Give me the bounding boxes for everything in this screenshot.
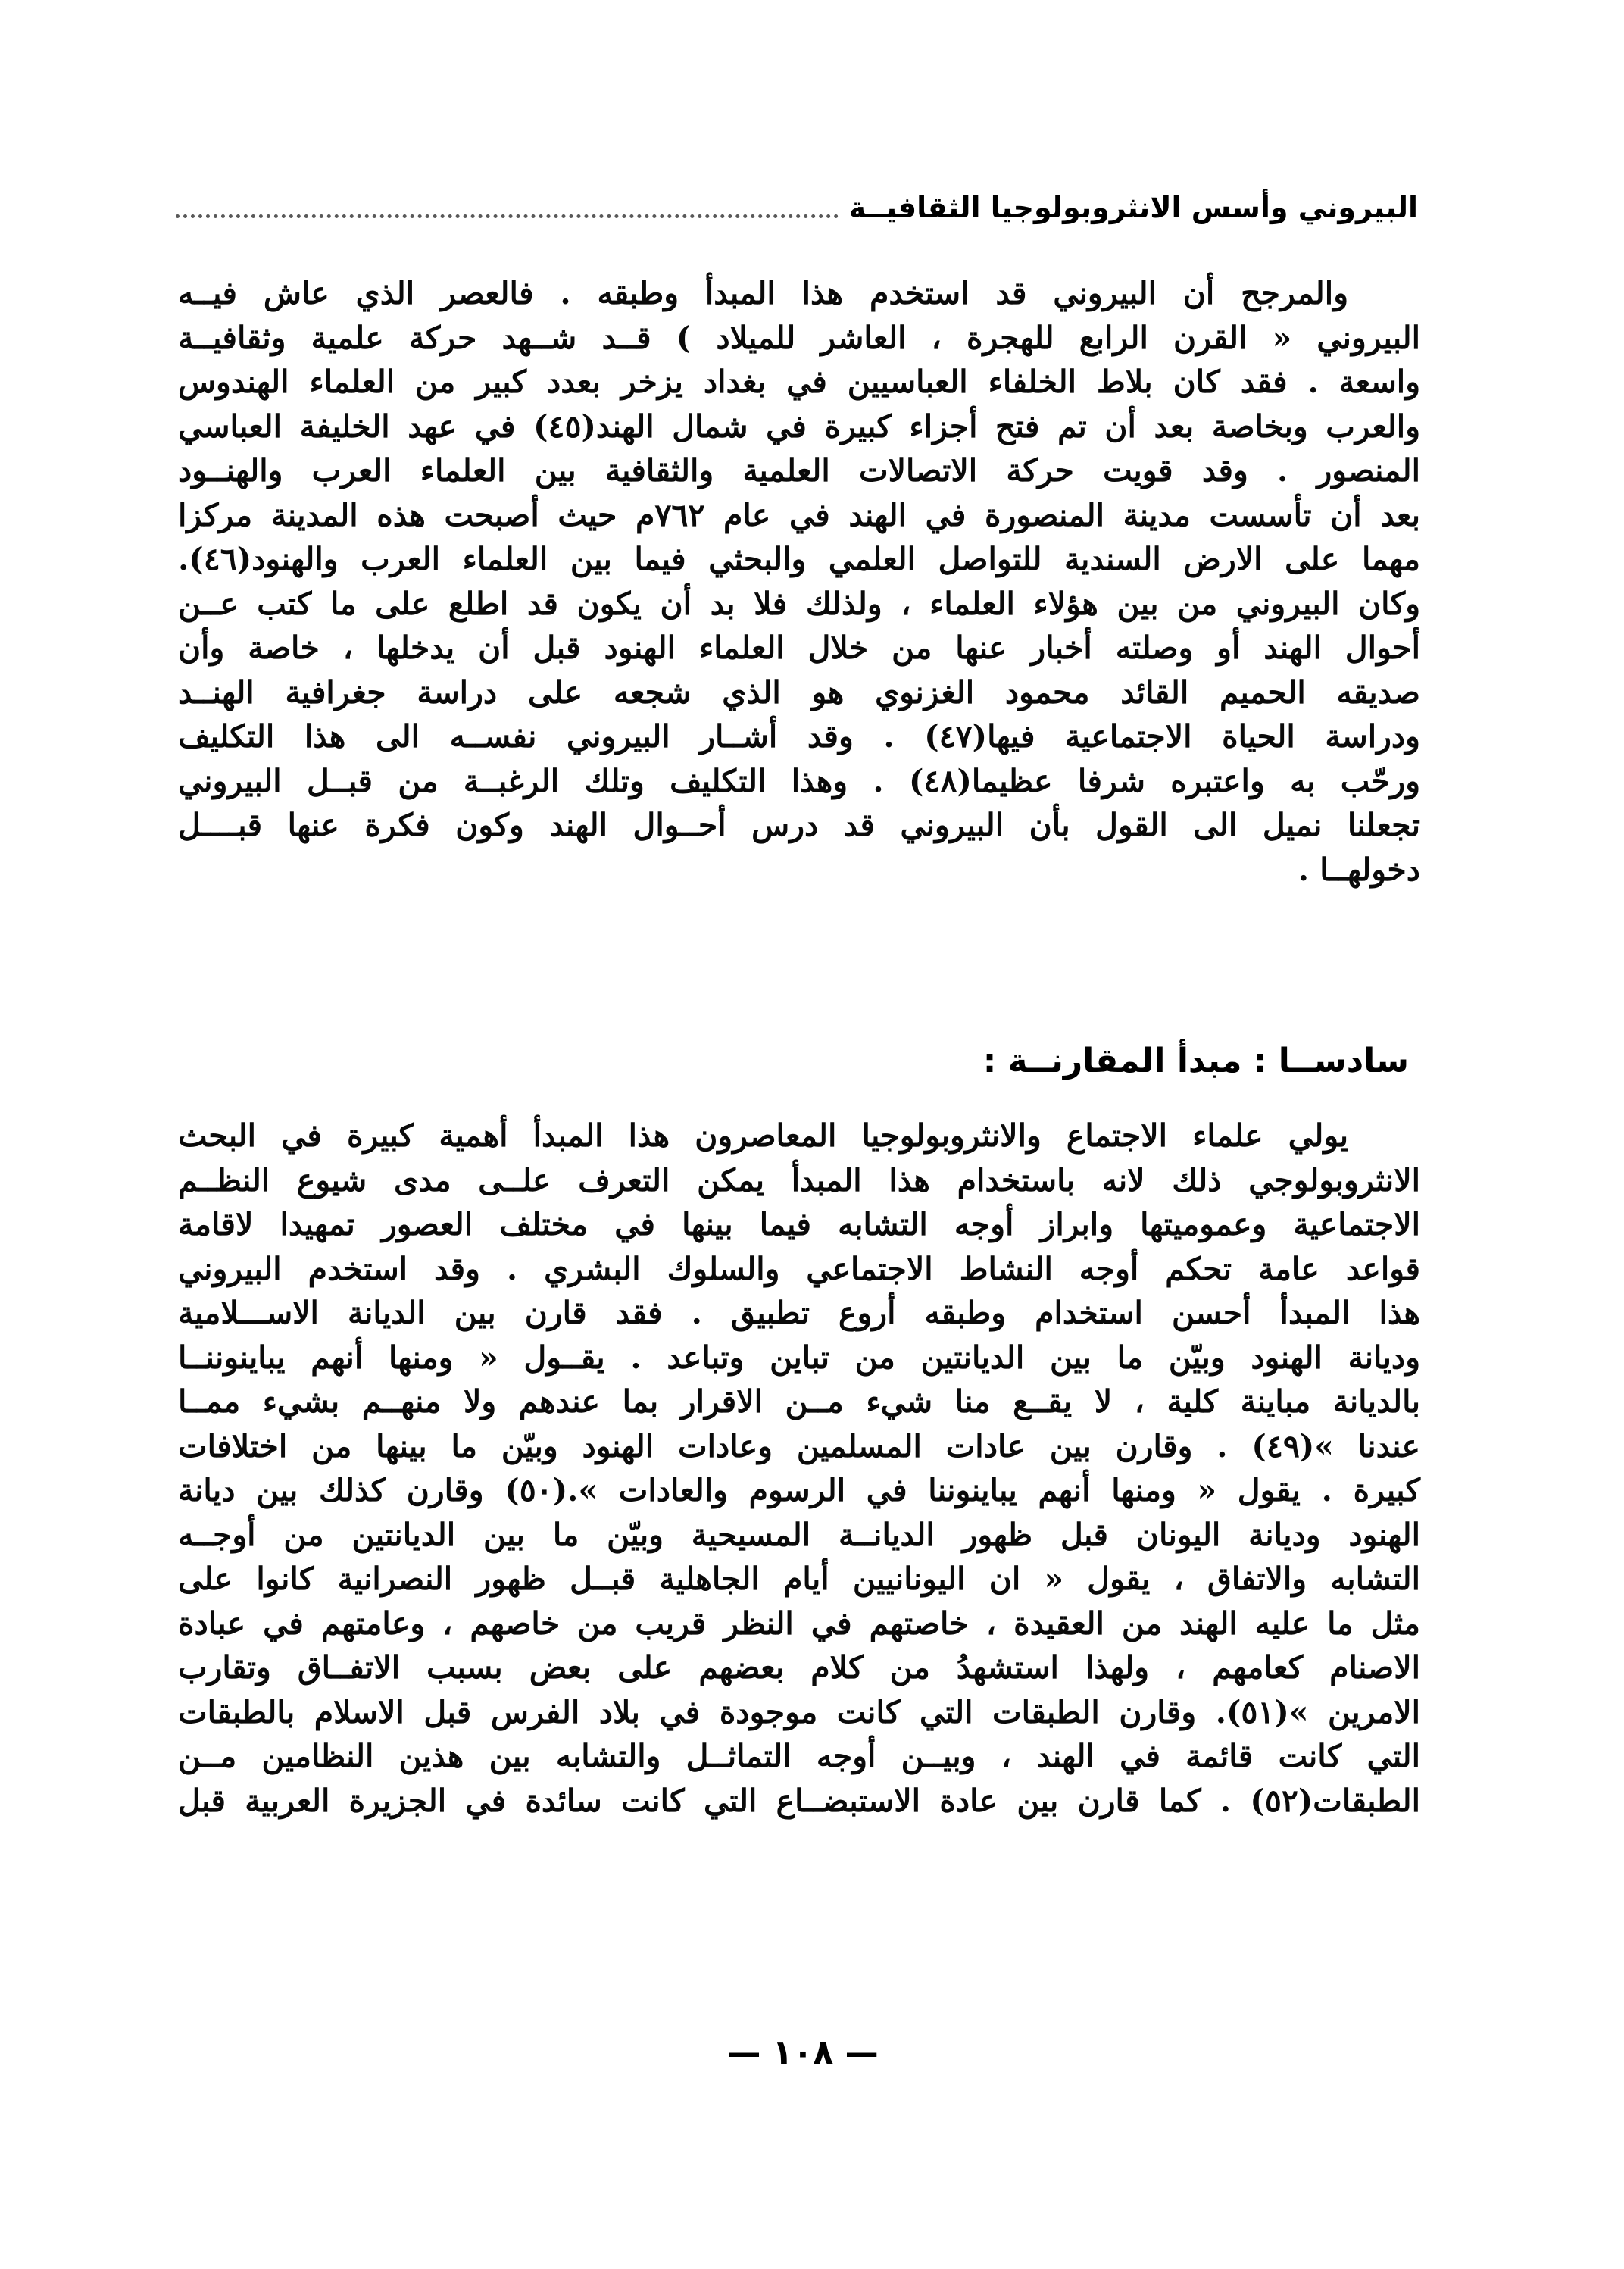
text-line: الاجتماعية وعموميتها وابراز أوجه التشابه فيما بينها في مختلف العصور تمهيدا لاقامة — [178, 1206, 1420, 1242]
text-line: وكان البيروني من بين هؤلاء العلماء ، ولذلك فلا بد أن يكون قد اطلع على ما كتب عــن — [178, 585, 1420, 622]
text-line: الاصنام كعامهم ، ولهذا استشهدُ من كلام بعضهم على بعض بسبب الاتفــاق وتقارب — [178, 1649, 1420, 1686]
text-line: قواعد عامة تحكم أوجه النشاط الاجتماعي والسلوك البشري . وقد استخدم البيروني — [178, 1250, 1420, 1287]
section-heading: سادســا : مبدأ المقارنــة : — [982, 1042, 1409, 1080]
text-line: وديانة الهنود وبيّن ما بين الديانتين من تباين وتباعد . يقــول « ومنها أنهم يباينوننــا — [178, 1339, 1420, 1376]
running-title: البيروني وأسس الانثروبولوجيا الثقافيــة — [848, 191, 1418, 224]
text-line: عندنا »(٤٩) . وقارن بين عادات المسلمين وعادات الهنود وبيّن ما بينها من اختلافات — [178, 1427, 1421, 1464]
text-line: التي كانت قائمة في الهند ، وبيــن أوجه التماثــل والتشابه بين هذين النظامين مــن — [178, 1738, 1420, 1774]
text-line: الامرين »(٥١). وقارن الطبقات التي كانت موجودة في بلاد الفرس قبل الاسلام بالطبقات — [178, 1693, 1420, 1730]
paragraph-1 — [178, 271, 1420, 892]
paragraph-2 — [178, 1114, 1420, 1823]
text-line: كبيرة . يقول « ومنها أنهم يباينوننا في الرسوم والعادات ».(٥٠) وقارن كذلك بين ديانة — [178, 1472, 1420, 1508]
text-line: المنصور . وقد قويت حركة الاتصالات العلمية والثقافية بين العلماء العرب والهنــود — [178, 452, 1420, 489]
text-line: واسعة . فقد كان بلاط الخلفاء العباسيين في بغداد يزخر بعدد كبير من العلماء الهندوس — [178, 364, 1420, 400]
text-line: هذا المبدأ أحسن استخدام وطبقه أروع تطبيق . فقد قارن بين الديانة الاســـلامية — [178, 1295, 1420, 1331]
running-header — [176, 185, 1418, 230]
text-line: ورحّب به واعتبره شرفا عظيما(٤٨) . وهذا التكليف وتلك الرغبــة من قبــل البيروني — [178, 762, 1420, 799]
text-line: بالديانة مباينة كلية ، لا يقــع منا شيء مــن الاقرار بما عندهم ولا منهــم بشيء ممــا — [178, 1383, 1420, 1420]
page-number: — ١٠٨ — — [727, 2033, 879, 2072]
text-line: الانثروبولوجي ذلك لانه باستخدام هذا المبدأ يمكن التعرف علــى مدى شيوع النظــم — [178, 1161, 1420, 1199]
text-line: والمرجح أن البيروني قد استخدم هذا المبدأ وطبقه . فالعصر الذي عاش فيــه — [178, 275, 1348, 311]
text-line: أحوال الهند أو وصلته أخبار عنها من خلال العلماء الهنود قبل أن يدخلها ، خاصة وأن — [178, 630, 1420, 666]
text-line: مثل ما عليه الهند من العقيدة ، خاصتهم في النظر قريب من خاصهم ، وعامتهم في عبادة — [178, 1605, 1420, 1642]
text-line: دخولهــا . — [1298, 851, 1420, 888]
text-line: يولي علماء الاجتماع والانثروبولوجيا المعاصرون هذا المبدأ أهمية كبيرة في البحث — [178, 1117, 1348, 1154]
text-line: الطبقات(٥٢) . كما قارن بين عادة الاستبضــاع التي كانت سائدة في الجزيرة العربية قبل — [178, 1782, 1420, 1819]
text-line: صديقه الحميم القائد محمود الغزنوي هو الذي شجعه على دراسة جغرافية الهنــد — [178, 674, 1420, 711]
text-line: بعد أن تأسست مدينة المنصورة في الهند في عام ٧٦٢م حيث أصبحت هذه المدينة مركزا — [178, 496, 1420, 533]
text-line: البيروني « القرن الرابع للهجرة ، العاشر للميلاد ) قــد شــهد حركة علمية وثقافيــة — [178, 319, 1420, 356]
text-line: ودراسة الحياة الاجتماعية فيها(٤٧) . وقد أشــار البيروني نفســه الى هذا التكليف — [178, 718, 1420, 755]
text-line: الهنود وديانة اليونان قبل ظهور الديانــة المسيحية وبيّن ما بين الديانتين من أوجــه — [178, 1516, 1420, 1553]
text-line: التشابه والاتفاق ، يقول « ان اليونانيين أيام الجاهلية قبــل ظهور النصرانية كانوا على — [178, 1561, 1420, 1597]
dotted-leader — [176, 207, 839, 218]
text-line: تجعلنا نميل الى القول بأن البيروني قد درس أحــوال الهند وكون فكرة عنها قبــــل — [178, 807, 1420, 843]
text-line: والعرب وبخاصة بعد أن تم فتح أجزاء كبيرة في شمال الهند(٤٥) في عهد الخليفة العباسي — [178, 408, 1420, 445]
text-line: مهما على الارض السندية للتواصل العلمي والبحثي فيما بين العلماء العرب والهنود(٤٦). — [178, 541, 1420, 577]
